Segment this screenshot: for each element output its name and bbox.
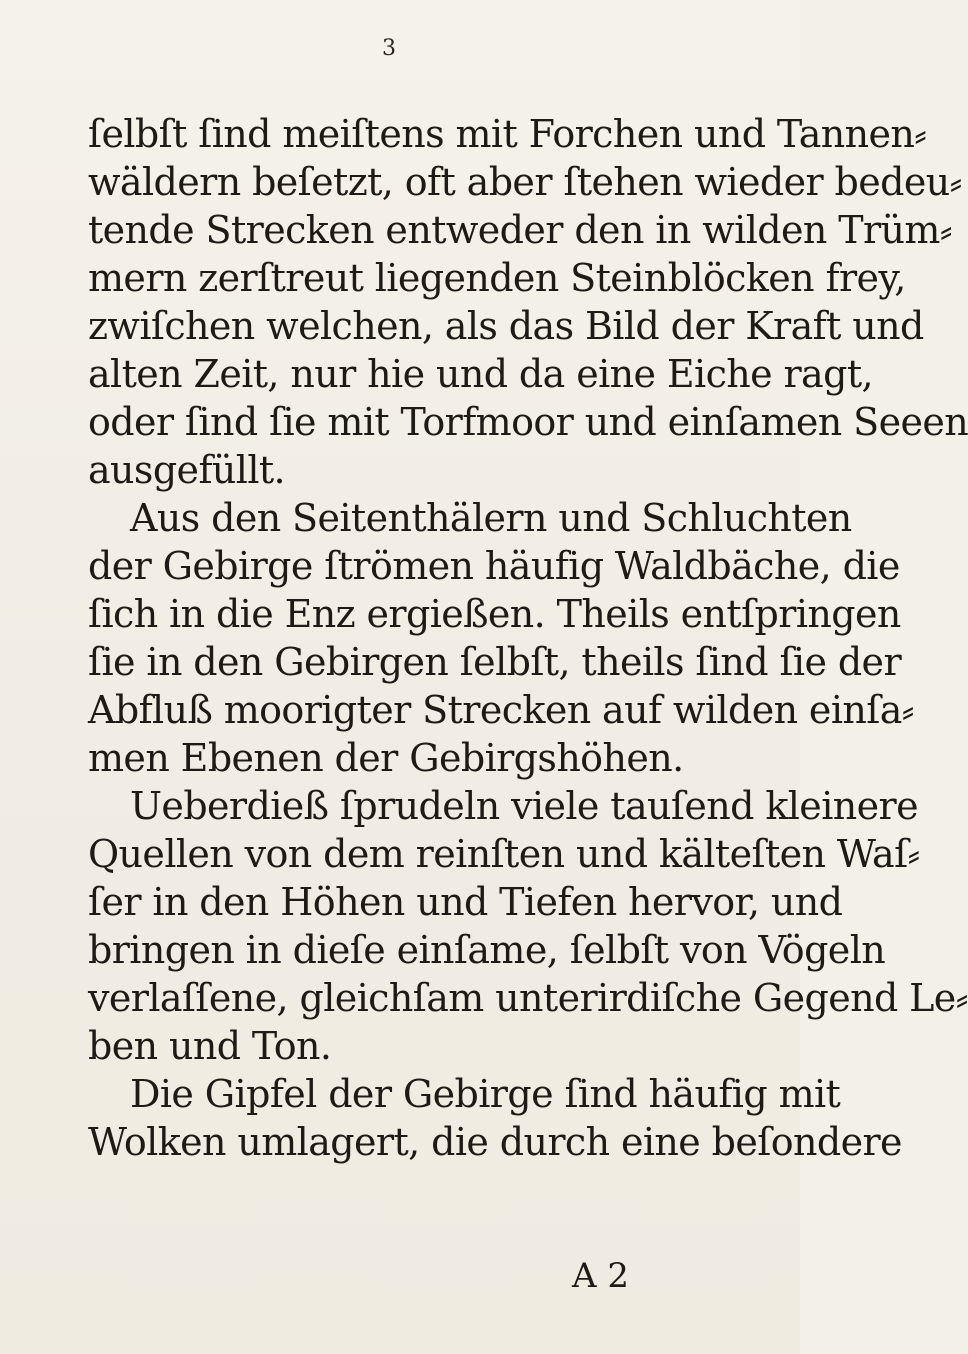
text-line-13: Abfluß moorigter Strecken auf wilden einſa⸗ xyxy=(88,688,914,732)
text-line-15: Ueberdieß ſprudeln viele tauſend kleinere xyxy=(130,784,918,828)
text-line-6: alten Zeit, nur hie und da eine Eiche ragt, xyxy=(88,352,873,396)
text-line-7: oder ſind ſie mit Torfmoor und einſamen Seeen xyxy=(88,400,968,444)
text-line-12: ſie in den Gebirgen ſelbſt, theils ſind ſie der xyxy=(88,640,902,684)
text-line-16: Quellen von dem reinſten und kälteſten Waſ⸗ xyxy=(88,832,920,876)
signature-mark: A 2 xyxy=(572,1256,629,1296)
text-line-2: wäldern beſetzt, oft aber ſtehen wieder bedeu⸗ xyxy=(88,160,962,204)
text-line-17: ſer in den Höhen und Tiefen hervor, und xyxy=(88,880,843,924)
text-line-8: ausgefüllt. xyxy=(88,448,286,492)
text-line-11: ſich in die Enz ergießen. Theils entſpringen xyxy=(88,592,901,636)
text-line-20: ben und Ton. xyxy=(88,1024,332,1068)
text-line-3: tende Strecken entweder den in wilden Trüm⸗ xyxy=(88,208,952,252)
text-line-10: der Gebirge ſtrömen häufig Waldbäche, die xyxy=(88,544,900,588)
text-line-14: men Ebenen der Gebirgshöhen. xyxy=(88,736,684,780)
text-line-22: Wolken umlagert, die durch eine beſondere xyxy=(88,1120,902,1164)
text-line-18: bringen in dieſe einſame, ſelbſt von Vögeln xyxy=(88,928,886,972)
text-line-5: zwiſchen welchen, als das Bild der Kraft und xyxy=(88,304,924,348)
page-number: 3 xyxy=(382,36,396,61)
text-line-1: ſelbſt ſind meiſtens mit Forchen und Tannen⸗ xyxy=(88,112,927,156)
text-line-4: mern zerſtreut liegenden Steinblöcken frey, xyxy=(88,256,906,300)
text-line-21: Die Gipfel der Gebirge ſind häufig mit xyxy=(130,1072,841,1116)
text-line-19: verlaſſene, gleichſam unterirdiſche Gegend Le⸗ xyxy=(88,976,968,1020)
text-line-9: Aus den Seitenthälern und Schluchten xyxy=(130,496,852,540)
